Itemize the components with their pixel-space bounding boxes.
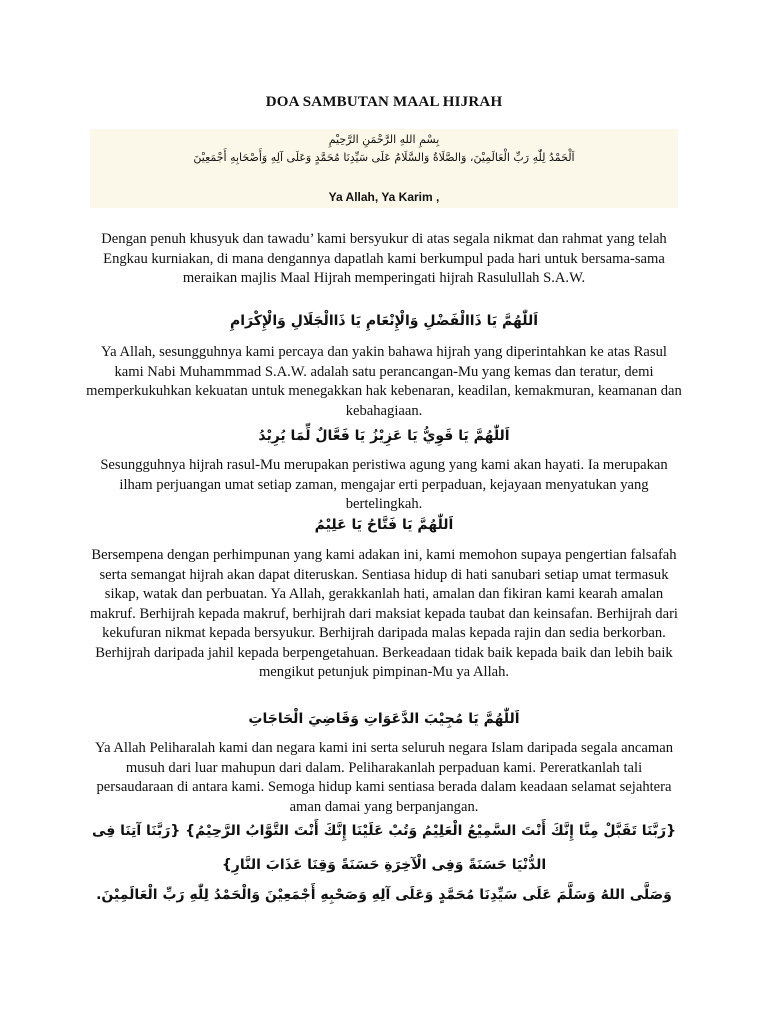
hamdalah-text: اَلْحَمْدُ لِلّٰهِ رَبِّ الْعَالَمِيْنَ، وَالصَّلَاةُ وَالسَّلَامُ عَلَى سَيِّدِنَا مُحَمَّدٍ وَعَلَى آلِهِ وَأَصْحَابِهِ أَجْمَعِيْنَ xyxy=(193,151,575,164)
arabic-verse-1: اَللّٰهُمَّ يَا ذَاالْفَضْلِ وَالْإِنْعَامِ يَا ذَاالْجَلَالِ وَالْإِكْرَامِ xyxy=(229,313,538,329)
paragraph-3: Sesungguhnya hijrah rasul-Mu merupakan peristiwa agung yang kami akan hayati. Ia merupakan ilham perjuangan umat setiap zaman, mengajar erti perpaduan, kejayaan menyatukan yang bertelingkah. xyxy=(100,457,668,512)
paragraph-1: Dengan penuh khusyuk dan tawadu’ kami bersyukur di atas segala nikmat dan rahmat yang telah Engkau kurniakan, di mana dengannya dapatlah kami berkumpul pada hari untuk bersama-sama meraikan majlis Maal Hijrah memperingati hijrah Rasulullah S.A.W. xyxy=(101,231,667,286)
paragraph-2: Ya Allah, sesungguhnya kami percaya dan yakin bahawa hijrah yang diperintahkan ke atas Rasul kami Nabi Muhammmad S.A.W. adalah satu perancangan-Mu yang kemas dan teratur, demi memperkukuhkan kekuatan untuk menegakkan hak kebenaran, keadilan, kemakmuran, keamanan dan kebahagiaan. xyxy=(86,344,682,419)
paragraph-4: Bersempena dengan perhimpunan yang kami adakan ini, kami memohon supaya pengertian falsafah serta semangat hijrah akan dapat diteruskan. Sentiasa hidup di hati sanubari setiap umat termasuk sikap, watak dan perbuatan. Ya Allah, gerakkanlah hati, amalan dan fikiran kami kearah amalan makruf. Berhijrah kepada makruf, berhijrah dari maksiat kepada taubat dan keinsafan. Berhijrah dari kekufuran nikmat kepada bersyukur. Berhijrah daripada malas kepada rajin dan sedia berkorban. Berhijrah daripada jahil kepada berpengetahuan. Berkeadaan tidak baik kepada baik dan lebih baik mengikut petunjuk pimpinan-Mu ya Allah. xyxy=(90,547,678,680)
arabic-verse-3: اَللّٰهُمَّ يَا فَتَّاحُ يَا عَلِيْمُ xyxy=(314,517,454,533)
closing-salawat: وَصَلَّى اللهُ وَسَلَّمَ عَلَى سَيِّدِنَا مُحَمَّدٍ وَعَلَى آلِهِ وَصَحْبِهِ أَجْمَعِيْنَ وَالْحَمْدُ لِلّٰهِ رَبِّ الْعَالَمِيْنَ. xyxy=(96,887,672,903)
header-box xyxy=(90,129,678,208)
document-title: DOA SAMBUTAN MAAL HIJRAH xyxy=(265,94,503,110)
arabic-verse-4: اَللّٰهُمَّ يَا مُجِيْبَ الدَّعَوَاتِ وَقَاضِيَ الْحَاجَاتِ xyxy=(248,711,520,727)
arabic-verse-2: اَللّٰهُمَّ يَا قَوِيُّ يَا عَزِيْزُ يَا فَعَّالٌ لِّمَا يُرِيْدُ xyxy=(258,428,510,444)
basmalah-text: بِسْمِ اللهِ الرَّحْمَنِ الرَّحِيْمِ xyxy=(328,133,440,146)
closing-prayer: {رَبَّنَا تَقَبَّلْ مِنَّا إِنَّكَ أَنْتَ السَّمِيْعُ الْعَلِيْمُ وَتُبْ عَلَيْنَا إِنَّكَ أَنْتَ التَّوَّابُ الرَّحِيْمُ} {رَبَّنَا آتِنَا فِى الدُّنْيَا حَسَنَةً وَفِى الْآخِرَةِ حَسَنَةً وَقِنَا عَذَابَ النَّارِ} xyxy=(91,823,677,873)
greeting-text: Ya Allah, Ya Karim , xyxy=(328,190,440,204)
paragraph-5: Ya Allah Peliharalah kami dan negara kami ini serta seluruh negara Islam daripada segala ancaman musuh dari luar mahupun dari dalam. Peliharakanlah perpaduan kami. Pereratkanlah tali persaudaraan di antara kami. Semoga hidup kami sentiasa berada dalam keadaan selamat sejahtera aman damai yang berpanjangan. xyxy=(95,740,673,815)
